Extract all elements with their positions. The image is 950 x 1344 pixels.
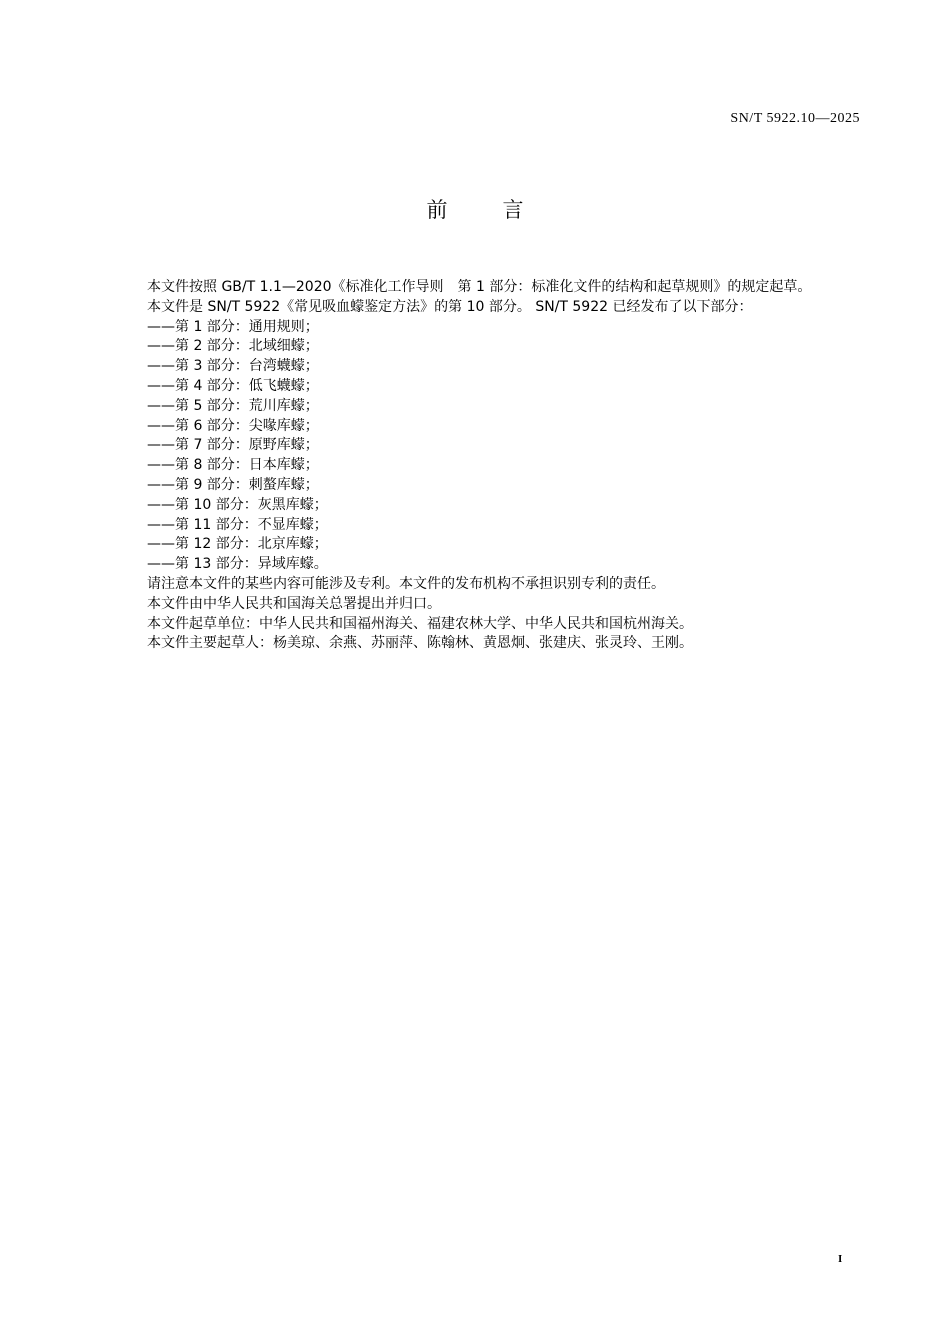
- list-item: ——第 10 部分：灰黑库蠓；: [147, 496, 328, 513]
- document-number: SN/T 5922.10—2025: [730, 111, 860, 126]
- page-number: I: [838, 1253, 843, 1265]
- drafting-units-paragraph: 本文件起草单位：中华人民共和国福州海关、福建农林大学、中华人民共和国杭州海关。: [147, 615, 693, 632]
- list-item: ——第 5 部分：荒川库蠓；: [147, 397, 319, 414]
- list-item: ——第 8 部分：日本库蠓；: [147, 457, 319, 474]
- list-item: ——第 13 部分：异域库蠓。: [147, 556, 328, 573]
- list-item: ——第 4 部分：低飞蠛蠓；: [147, 377, 319, 394]
- published-parts-list: [113, 318, 861, 575]
- list-item: ——第 11 部分：不显库蠓；: [147, 516, 328, 533]
- list-item: ——第 3 部分：台湾蠛蠓；: [147, 358, 319, 375]
- page-title: 前言: [426, 198, 579, 222]
- list-item: ——第 7 部分：原野库蠓；: [147, 437, 319, 454]
- list-item: ——第 9 部分：刺螯库蠓；: [147, 476, 319, 493]
- drafters-paragraph: 本文件主要起草人：杨美琼、余燕、苏丽萍、陈翰林、黄恩炯、张建庆、张灵玲、王刚。: [147, 635, 693, 652]
- patent-notice-paragraph: 请注意本文件的某些内容可能涉及专利。本文件的发布机构不承担识别专利的责任。: [147, 575, 665, 592]
- proposed-by-paragraph: 本文件由中华人民共和国海关总署提出并归口。: [147, 595, 441, 612]
- foreword-body: [113, 278, 861, 654]
- list-item: ——第 6 部分：尖喙库蠓；: [147, 417, 319, 434]
- series-intro-paragraph: 本文件是 SN/T 5922《常见吸血蠓鉴定方法》的第 10 部分。 SN/T 5922 已经发布了以下部分：: [147, 298, 753, 315]
- list-item: ——第 12 部分：北京库蠓；: [147, 536, 328, 553]
- list-item: ——第 2 部分：北域细蠓；: [147, 338, 319, 355]
- drafting-basis-paragraph: 本文件按照 GB/T 1.1—2020《标准化工作导则 第 1 部分：标准化文件的结构和起草规则》的规定起草。: [147, 279, 812, 295]
- list-item: ——第 1 部分：通用规则；: [147, 318, 319, 335]
